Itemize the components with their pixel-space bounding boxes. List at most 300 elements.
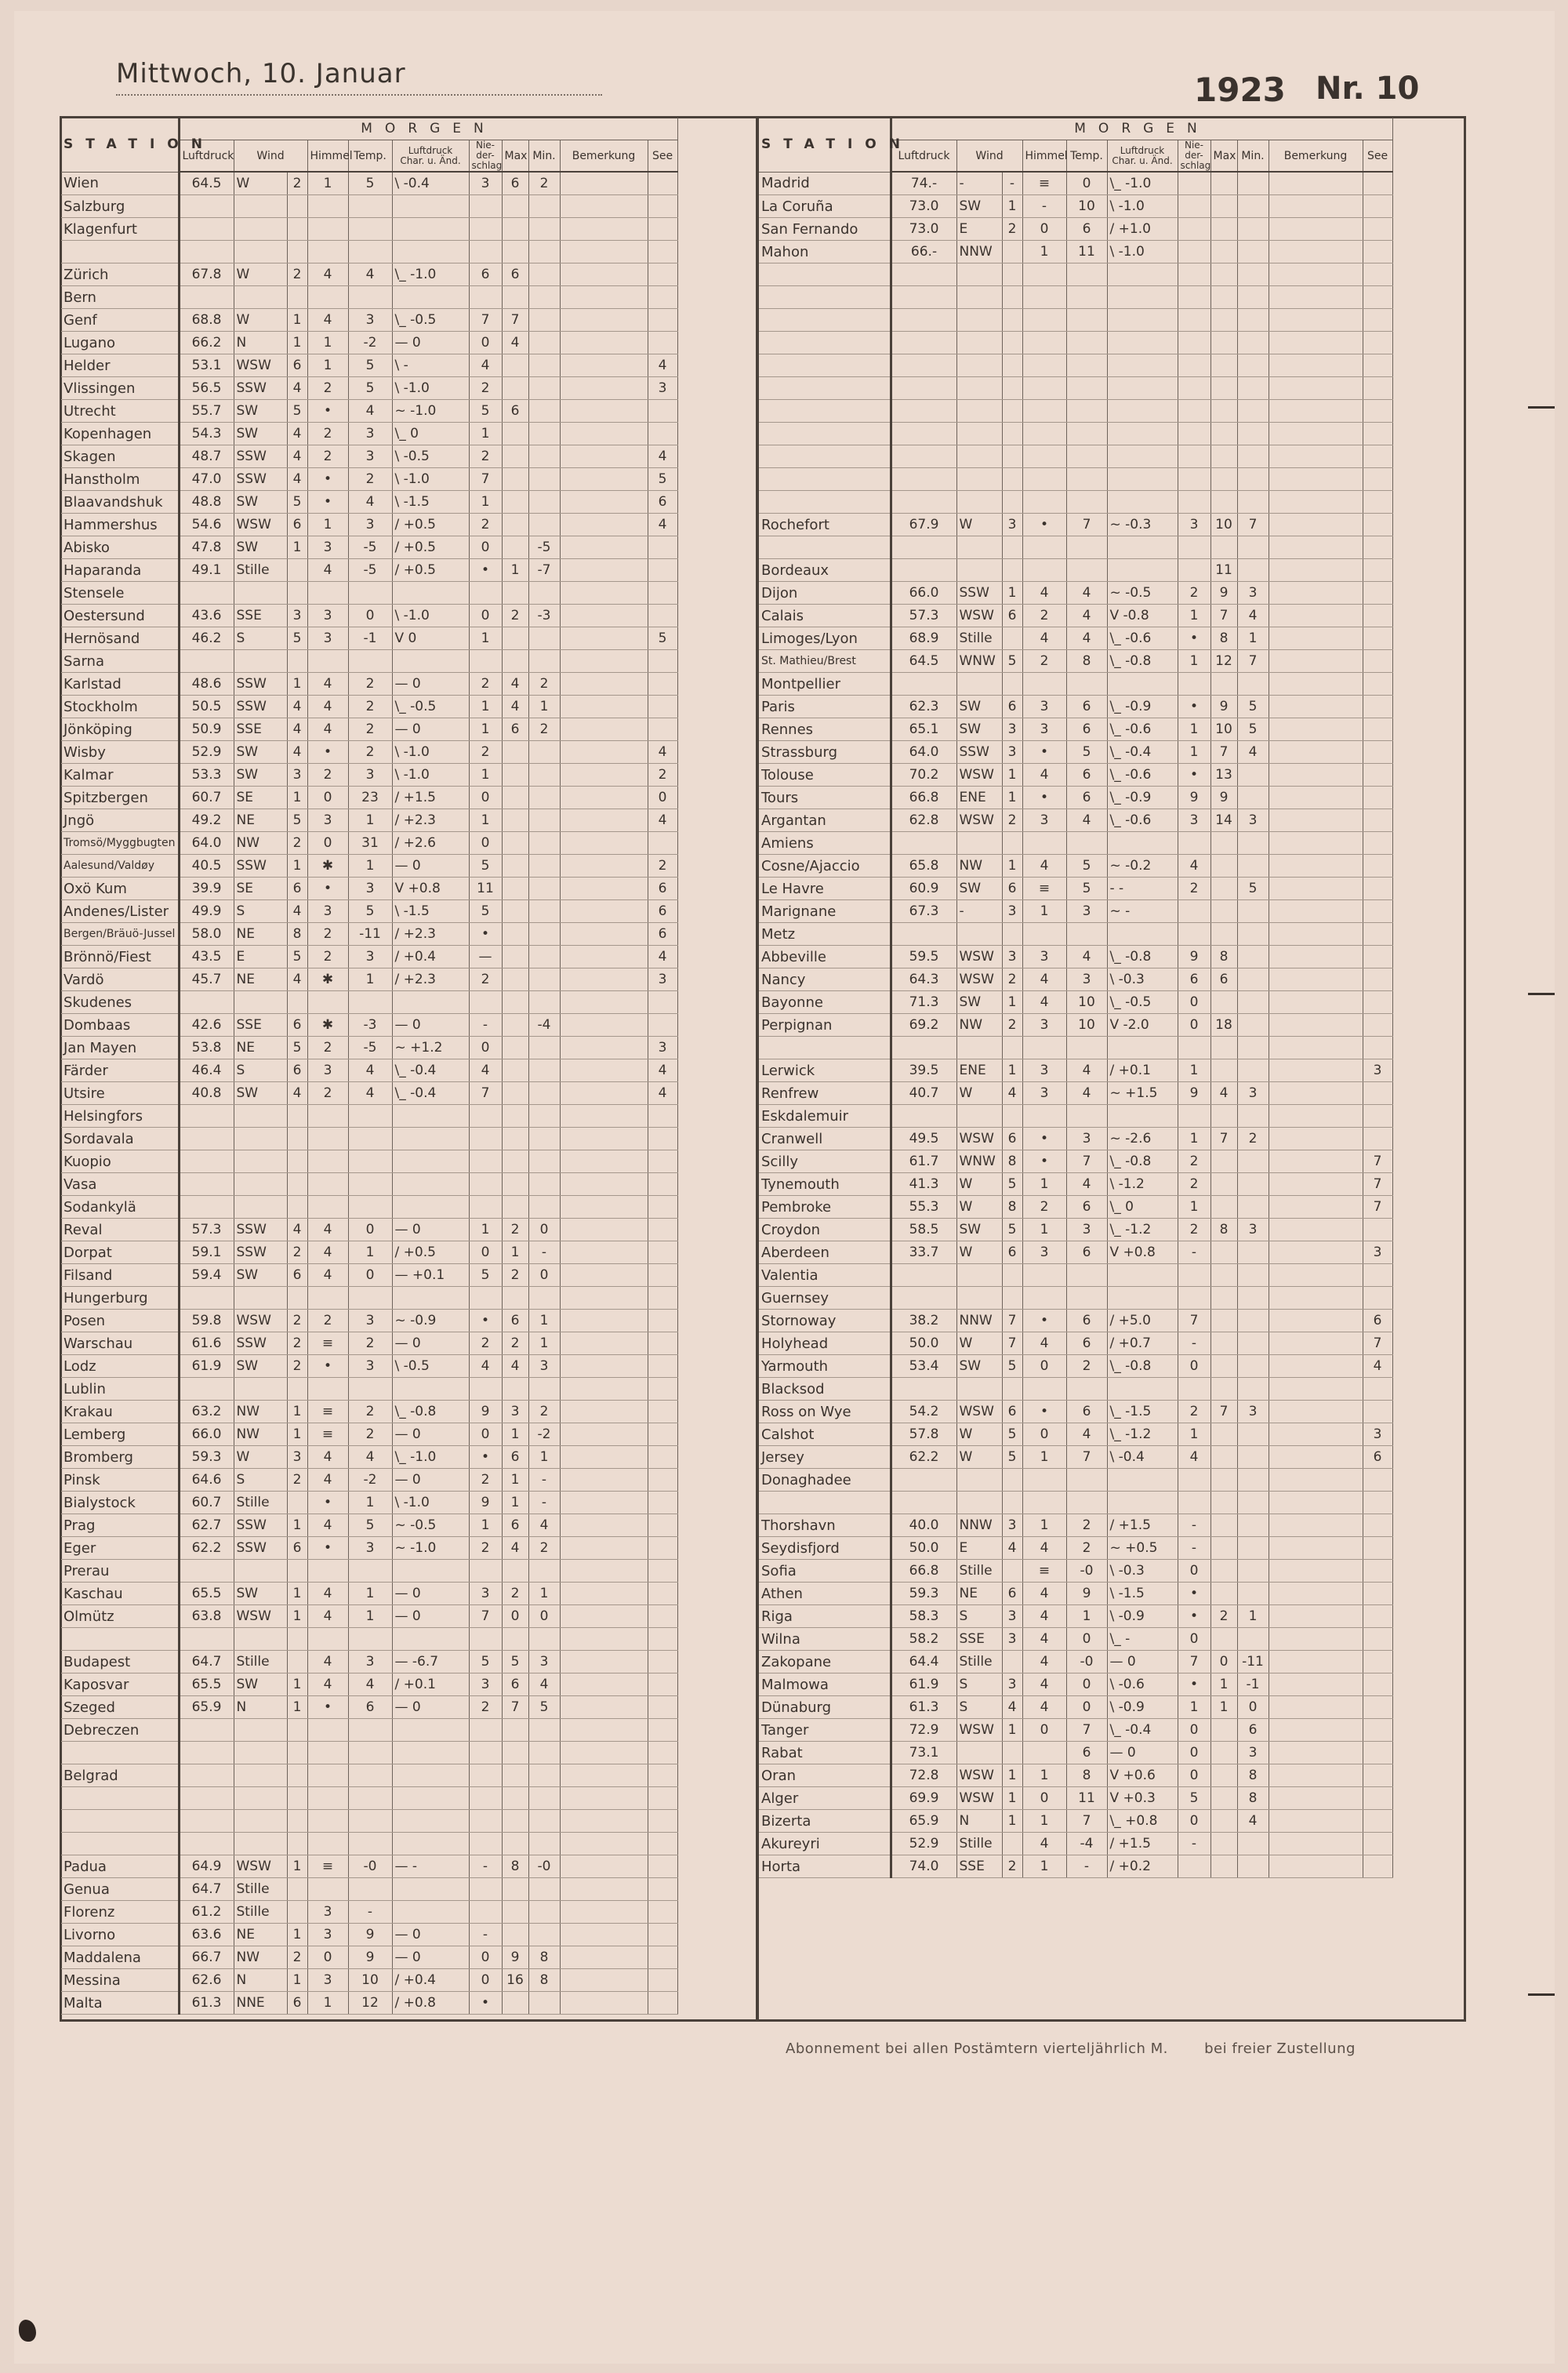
max-cell xyxy=(502,468,528,491)
luftdruck-cell xyxy=(891,923,956,946)
max-cell xyxy=(502,1082,528,1105)
himmel-cell xyxy=(1022,332,1066,354)
pressure-trend-cell xyxy=(1107,491,1178,514)
station-cell: Maddalena xyxy=(61,1946,179,1969)
bemerkung-cell xyxy=(1269,1355,1363,1378)
luftdruck-cell xyxy=(179,241,234,263)
pressure-trend-cell: ~ +1.5 xyxy=(1107,1082,1178,1105)
see-cell xyxy=(1363,1514,1392,1537)
col-niederschlag: Nie-der-schlag xyxy=(1178,140,1210,173)
morgen-header: MORGEN xyxy=(179,118,677,140)
temp-cell: 4 xyxy=(1066,627,1107,650)
max-cell xyxy=(502,377,528,400)
station-cell: Amiens xyxy=(759,832,891,855)
temp-cell xyxy=(348,1764,392,1787)
wind-force-cell: 5 xyxy=(1002,1423,1022,1446)
pressure-trend-cell: \_ -0.8 xyxy=(1107,946,1178,968)
see-cell xyxy=(648,1764,677,1787)
min-cell: -5 xyxy=(528,536,560,559)
min-cell: 2 xyxy=(528,1401,560,1423)
niederschlag-cell: 2 xyxy=(469,377,502,400)
table-row xyxy=(61,1992,677,2015)
himmel-cell: 4 xyxy=(1022,1696,1066,1719)
wind-force-cell: 2 xyxy=(287,1241,307,1264)
wind-dir-cell: Stille xyxy=(956,1560,1002,1583)
wind-force-cell xyxy=(1002,923,1022,946)
himmel-cell: 2 xyxy=(307,1310,348,1332)
temp-cell: -0 xyxy=(348,1855,392,1878)
wind-force-cell xyxy=(1002,1287,1022,1310)
see-cell: 4 xyxy=(648,1059,677,1082)
niederschlag-cell: 5 xyxy=(469,855,502,878)
wind-force-cell xyxy=(1002,1105,1022,1128)
see-cell xyxy=(1363,1855,1392,1878)
max-cell: 7 xyxy=(1210,1128,1237,1150)
himmel-cell xyxy=(1022,1287,1066,1310)
bemerkung-cell xyxy=(560,1173,648,1196)
himmel-cell: 2 xyxy=(1022,605,1066,627)
temp-cell: 11 xyxy=(1066,1787,1107,1810)
see-cell xyxy=(648,263,677,286)
bemerkung-cell xyxy=(560,1059,648,1082)
wind-force-cell: 6 xyxy=(287,514,307,536)
bemerkung-cell xyxy=(560,241,648,263)
pressure-trend-cell: — 0 xyxy=(392,1219,469,1241)
see-cell: 4 xyxy=(648,946,677,968)
max-cell: 1 xyxy=(502,1492,528,1514)
min-cell: 3 xyxy=(1237,809,1269,832)
wind-force-cell xyxy=(287,1492,307,1514)
max-cell xyxy=(1210,218,1237,241)
wind-dir-cell: W xyxy=(234,1446,287,1469)
min-cell: 3 xyxy=(528,1355,560,1378)
see-cell xyxy=(1363,1673,1392,1696)
wind-force-cell xyxy=(1002,332,1022,354)
pressure-trend-cell xyxy=(392,1628,469,1651)
bemerkung-cell xyxy=(560,1992,648,2015)
station-cell: Belgrad xyxy=(61,1764,179,1787)
luftdruck-cell: 65.9 xyxy=(891,1810,956,1833)
wind-dir-cell: WSW xyxy=(956,764,1002,787)
temp-cell: 2 xyxy=(348,1401,392,1423)
luftdruck-cell: 64.0 xyxy=(891,741,956,764)
luftdruck-cell: 49.1 xyxy=(179,559,234,582)
table-row xyxy=(759,1310,1392,1332)
wind-force-cell: 2 xyxy=(287,1310,307,1332)
wind-dir-cell: Stille xyxy=(234,1878,287,1901)
luftdruck-cell: 60.7 xyxy=(179,1492,234,1514)
temp-cell: 1 xyxy=(348,1241,392,1264)
min-cell: 4 xyxy=(1237,605,1269,627)
station-cell: Strassburg xyxy=(759,741,891,764)
niederschlag-cell xyxy=(1178,900,1210,923)
luftdruck-cell: 38.2 xyxy=(891,1310,956,1332)
himmel-cell: 3 xyxy=(1022,946,1066,968)
wind-dir-cell: N xyxy=(234,1969,287,1992)
table-row xyxy=(61,1401,677,1423)
max-cell xyxy=(1210,1378,1237,1401)
station-cell: Scilly xyxy=(759,1150,891,1173)
bemerkung-cell xyxy=(560,923,648,946)
wind-force-cell: 4 xyxy=(287,423,307,445)
bemerkung-cell xyxy=(560,1423,648,1446)
wind-dir-cell xyxy=(234,1810,287,1833)
pressure-trend-cell: / +1.5 xyxy=(1107,1514,1178,1537)
wind-dir-cell: S xyxy=(956,1605,1002,1628)
temp-cell: 7 xyxy=(1066,1810,1107,1833)
bemerkung-cell xyxy=(560,1310,648,1332)
see-cell: 6 xyxy=(1363,1446,1392,1469)
bemerkung-cell xyxy=(1269,1378,1363,1401)
pressure-trend-cell: \_ -0.9 xyxy=(1107,787,1178,809)
bemerkung-cell xyxy=(1269,1469,1363,1492)
wind-force-cell: 6 xyxy=(1002,1128,1022,1150)
himmel-cell: 3 xyxy=(1022,1014,1066,1037)
wind-dir-cell: SW xyxy=(956,878,1002,900)
min-cell: 8 xyxy=(528,1969,560,1992)
wind-force-cell: 6 xyxy=(287,354,307,377)
max-cell xyxy=(502,491,528,514)
min-cell xyxy=(1237,764,1269,787)
pressure-trend-cell: \_ -1.5 xyxy=(1107,1401,1178,1423)
station-cell xyxy=(759,332,891,354)
himmel-cell: 3 xyxy=(1022,1059,1066,1082)
luftdruck-cell: 66.0 xyxy=(179,1423,234,1446)
wind-force-cell: 3 xyxy=(1002,1514,1022,1537)
bemerkung-cell xyxy=(1269,1059,1363,1082)
bemerkung-cell xyxy=(1269,1287,1363,1310)
min-cell xyxy=(528,1378,560,1401)
wind-force-cell: 2 xyxy=(287,263,307,286)
himmel-cell xyxy=(307,650,348,673)
temp-cell: 0 xyxy=(1066,172,1107,195)
pressure-trend-cell: ~ -0.2 xyxy=(1107,855,1178,878)
himmel-cell xyxy=(307,1719,348,1742)
himmel-cell: 0 xyxy=(307,1946,348,1969)
pressure-trend-cell: / +0.1 xyxy=(1107,1059,1178,1082)
table-row xyxy=(61,1082,677,1105)
himmel-cell xyxy=(307,286,348,309)
wind-dir-cell xyxy=(956,1264,1002,1287)
min-cell xyxy=(528,332,560,354)
himmel-cell: 4 xyxy=(307,263,348,286)
pressure-trend-cell: / +0.5 xyxy=(392,514,469,536)
temp-cell: 11 xyxy=(1066,241,1107,263)
station-cell: Bergen/Bräuö-Jussel xyxy=(61,923,179,946)
wind-force-cell: 2 xyxy=(1002,1014,1022,1037)
wind-dir-cell: SSW xyxy=(956,582,1002,605)
max-cell xyxy=(1210,832,1237,855)
see-cell xyxy=(648,1401,677,1423)
table-row xyxy=(759,1492,1392,1514)
himmel-cell xyxy=(1022,536,1066,559)
see-cell: 6 xyxy=(648,923,677,946)
bemerkung-cell xyxy=(1269,1719,1363,1742)
wind-force-cell: 6 xyxy=(1002,1401,1022,1423)
min-cell xyxy=(1237,1196,1269,1219)
table-row xyxy=(61,1537,677,1560)
bemerkung-cell xyxy=(1269,900,1363,923)
temp-cell: 3 xyxy=(348,514,392,536)
niederschlag-cell xyxy=(1178,1492,1210,1514)
himmel-cell xyxy=(1022,1492,1066,1514)
see-cell xyxy=(648,1150,677,1173)
see-cell xyxy=(648,1833,677,1855)
wind-force-cell: 3 xyxy=(1002,1673,1022,1696)
min-cell xyxy=(528,1901,560,1924)
max-cell: 7 xyxy=(1210,741,1237,764)
max-cell xyxy=(502,787,528,809)
bemerkung-cell xyxy=(560,491,648,514)
niederschlag-cell: 0 xyxy=(1178,1742,1210,1764)
bemerkung-cell xyxy=(1269,1173,1363,1196)
wind-force-cell: 6 xyxy=(287,1992,307,2015)
temp-cell: -2 xyxy=(348,332,392,354)
table-row xyxy=(61,332,677,354)
bemerkung-cell xyxy=(560,764,648,787)
temp-cell: 1 xyxy=(348,1605,392,1628)
luftdruck-cell: 62.7 xyxy=(179,1514,234,1537)
max-cell xyxy=(502,1992,528,2015)
min-cell xyxy=(1237,1037,1269,1059)
niederschlag-cell: 1 xyxy=(469,423,502,445)
wind-dir-cell: W xyxy=(956,1241,1002,1264)
wind-dir-cell: WSW xyxy=(956,946,1002,968)
luftdruck-cell: 65.8 xyxy=(891,855,956,878)
himmel-cell xyxy=(1022,559,1066,582)
wind-force-cell: 5 xyxy=(1002,1446,1022,1469)
table-row xyxy=(759,1014,1392,1037)
himmel-cell xyxy=(307,991,348,1014)
bemerkung-cell xyxy=(1269,627,1363,650)
pressure-trend-cell: ~ -0.5 xyxy=(392,1514,469,1537)
himmel-cell: 4 xyxy=(307,718,348,741)
see-cell xyxy=(1363,1583,1392,1605)
luftdruck-cell: 62.2 xyxy=(891,1446,956,1469)
table-row xyxy=(61,1924,677,1946)
see-cell: 4 xyxy=(648,809,677,832)
niederschlag-cell xyxy=(469,241,502,263)
temp-cell: 2 xyxy=(348,718,392,741)
wind-dir-cell: S xyxy=(234,1469,287,1492)
bemerkung-cell xyxy=(1269,605,1363,627)
station-cell: Jan Mayen xyxy=(61,1037,179,1059)
niederschlag-cell xyxy=(469,1173,502,1196)
station-cell: Pembroke xyxy=(759,1196,891,1219)
temp-cell: 10 xyxy=(1066,1014,1107,1037)
table-row xyxy=(61,1446,677,1469)
max-cell: 6 xyxy=(502,400,528,423)
max-cell xyxy=(1210,286,1237,309)
niederschlag-cell: 2 xyxy=(469,741,502,764)
wind-dir-cell: S xyxy=(956,1673,1002,1696)
bemerkung-cell xyxy=(1269,991,1363,1014)
wind-dir-cell: W xyxy=(956,1332,1002,1355)
wind-dir-cell: WSW xyxy=(956,1128,1002,1150)
table-row xyxy=(759,241,1392,263)
min-cell xyxy=(528,1628,560,1651)
himmel-cell xyxy=(1022,423,1066,445)
station-cell: Rennes xyxy=(759,718,891,741)
station-cell xyxy=(61,1742,179,1764)
table-row xyxy=(61,832,677,855)
station-cell: Warschau xyxy=(61,1332,179,1355)
luftdruck-cell xyxy=(179,286,234,309)
max-cell: 3 xyxy=(502,1401,528,1423)
wind-dir-cell xyxy=(234,1742,287,1764)
see-cell xyxy=(1363,1810,1392,1833)
station-cell: Bayonne xyxy=(759,991,891,1014)
luftdruck-cell xyxy=(891,400,956,423)
table-row xyxy=(61,878,677,900)
niederschlag-cell: 3 xyxy=(469,172,502,195)
himmel-cell xyxy=(1022,1378,1066,1401)
pressure-trend-cell: ~ +0.5 xyxy=(1107,1537,1178,1560)
station-cell: Bordeaux xyxy=(759,559,891,582)
see-cell xyxy=(648,1560,677,1583)
max-cell xyxy=(1210,1287,1237,1310)
pressure-trend-cell: \_ -0.6 xyxy=(1107,718,1178,741)
station-cell: Helsingfors xyxy=(61,1105,179,1128)
min-cell: 5 xyxy=(528,1696,560,1719)
niederschlag-cell: 0 xyxy=(469,536,502,559)
luftdruck-cell: 71.3 xyxy=(891,991,956,1014)
temp-cell: 2 xyxy=(1066,1355,1107,1378)
wind-force-cell xyxy=(1002,1651,1022,1673)
bemerkung-cell xyxy=(1269,1037,1363,1059)
table-row xyxy=(61,1150,677,1173)
niederschlag-cell: 0 xyxy=(469,1037,502,1059)
luftdruck-cell: 64.7 xyxy=(179,1651,234,1673)
pressure-trend-cell: \ -1.0 xyxy=(392,605,469,627)
wind-force-cell: 3 xyxy=(1002,741,1022,764)
max-cell xyxy=(1210,468,1237,491)
table-row xyxy=(759,1128,1392,1150)
min-cell: 1 xyxy=(1237,1605,1269,1628)
pressure-trend-cell: \_ -0.4 xyxy=(392,1059,469,1082)
min-cell xyxy=(1237,1264,1269,1287)
luftdruck-cell: 55.3 xyxy=(891,1196,956,1219)
station-cell: Stornoway xyxy=(759,1310,891,1332)
wind-force-cell: 3 xyxy=(1002,514,1022,536)
station-cell: Dombaas xyxy=(61,1014,179,1037)
himmel-cell xyxy=(307,1173,348,1196)
wind-dir-cell: SW xyxy=(956,718,1002,741)
temp-cell: 6 xyxy=(1066,218,1107,241)
himmel-cell: 4 xyxy=(307,1219,348,1241)
luftdruck-cell xyxy=(891,332,956,354)
table-row xyxy=(759,1583,1392,1605)
wind-dir-cell xyxy=(956,1742,1002,1764)
min-cell xyxy=(528,1719,560,1742)
max-cell xyxy=(1210,900,1237,923)
wind-dir-cell: Stille xyxy=(234,1651,287,1673)
himmel-cell: 1 xyxy=(1022,1514,1066,1537)
morgen-header: MORGEN xyxy=(891,118,1392,140)
wind-dir-cell: NNE xyxy=(234,1992,287,2015)
niederschlag-cell: 1 xyxy=(1178,650,1210,673)
station-cell: Eger xyxy=(61,1537,179,1560)
min-cell xyxy=(1237,968,1269,991)
station-cell xyxy=(61,1787,179,1810)
wind-dir-cell xyxy=(234,286,287,309)
wind-dir-cell: - xyxy=(956,900,1002,923)
max-cell: 1 xyxy=(1210,1696,1237,1719)
temp-cell: 5 xyxy=(1066,741,1107,764)
luftdruck-cell: 53.4 xyxy=(891,1355,956,1378)
table-row xyxy=(759,809,1392,832)
table-row xyxy=(759,423,1392,445)
luftdruck-cell xyxy=(891,832,956,855)
see-cell xyxy=(648,1787,677,1810)
temp-cell: 10 xyxy=(1066,195,1107,218)
see-cell xyxy=(1363,332,1392,354)
luftdruck-cell: 65.5 xyxy=(179,1673,234,1696)
see-cell xyxy=(648,195,677,218)
niederschlag-cell: 6 xyxy=(469,263,502,286)
wind-dir-cell: SW xyxy=(234,741,287,764)
niederschlag-cell xyxy=(1178,241,1210,263)
see-cell xyxy=(648,1810,677,1833)
bemerkung-cell xyxy=(1269,1560,1363,1583)
wind-force-cell xyxy=(1002,559,1022,582)
niederschlag-cell xyxy=(1178,832,1210,855)
station-cell: Kalmar xyxy=(61,764,179,787)
station-cell: Seydisfjord xyxy=(759,1537,891,1560)
wind-dir-cell xyxy=(956,673,1002,696)
niederschlag-cell: • xyxy=(1178,1583,1210,1605)
see-cell xyxy=(648,605,677,627)
temp-cell: 3 xyxy=(1066,1128,1107,1150)
min-cell xyxy=(528,218,560,241)
temp-cell: 0 xyxy=(348,1264,392,1287)
wind-dir-cell xyxy=(956,468,1002,491)
wind-dir-cell: SW xyxy=(234,1264,287,1287)
luftdruck-cell: 69.2 xyxy=(891,1014,956,1037)
wind-force-cell: 5 xyxy=(287,627,307,650)
pressure-trend-cell: \ -1.0 xyxy=(1107,241,1178,263)
himmel-cell: 0 xyxy=(1022,218,1066,241)
table-row xyxy=(759,1742,1392,1764)
wind-dir-cell xyxy=(956,263,1002,286)
himmel-cell: 3 xyxy=(307,1059,348,1082)
wind-force-cell xyxy=(1002,309,1022,332)
wind-force-cell: 6 xyxy=(287,878,307,900)
wind-force-cell xyxy=(287,991,307,1014)
himmel-cell: 4 xyxy=(1022,1833,1066,1855)
wind-dir-cell xyxy=(956,559,1002,582)
temp-cell: -5 xyxy=(348,559,392,582)
min-cell xyxy=(1237,1355,1269,1378)
wind-force-cell xyxy=(1002,1469,1022,1492)
himmel-cell xyxy=(1022,923,1066,946)
max-cell: 6 xyxy=(502,263,528,286)
temp-cell: 9 xyxy=(348,1924,392,1946)
luftdruck-cell xyxy=(179,1196,234,1219)
see-cell xyxy=(648,1673,677,1696)
himmel-cell: • xyxy=(307,1696,348,1719)
wind-force-cell: 6 xyxy=(287,1537,307,1560)
bemerkung-cell xyxy=(1269,968,1363,991)
pressure-trend-cell xyxy=(392,1901,469,1924)
bemerkung-cell xyxy=(560,1583,648,1605)
himmel-cell: 3 xyxy=(307,809,348,832)
pressure-trend-cell: \_ -0.8 xyxy=(1107,1150,1178,1173)
luftdruck-cell: 46.4 xyxy=(179,1059,234,1082)
see-cell xyxy=(1363,491,1392,514)
wind-dir-cell xyxy=(234,218,287,241)
max-cell xyxy=(502,1833,528,1855)
